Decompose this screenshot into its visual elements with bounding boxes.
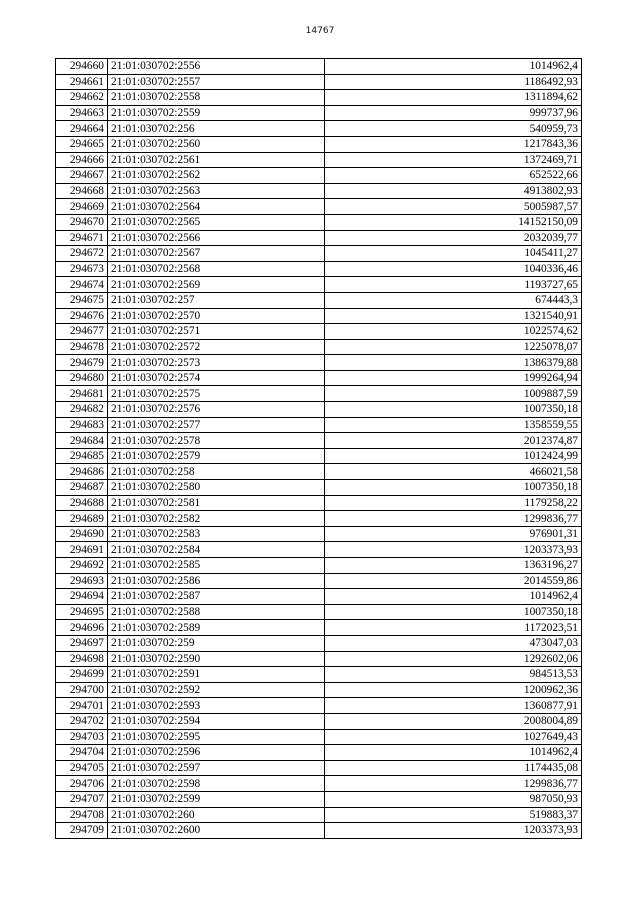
value-cell: 2032039,77 xyxy=(325,230,582,246)
cadastral-number-cell: 21:01:030702:2567 xyxy=(108,246,325,262)
value-cell: 1014962,4 xyxy=(325,589,582,605)
cadastral-number-cell: 21:01:030702:2571 xyxy=(108,324,325,340)
value-cell: 1386379,88 xyxy=(325,355,582,371)
row-id-cell: 294704 xyxy=(56,745,108,761)
value-cell: 1174435,08 xyxy=(325,760,582,776)
row-id-cell: 294666 xyxy=(56,152,108,168)
cadastral-number-cell: 21:01:030702:2558 xyxy=(108,90,325,106)
cadastral-number-cell: 21:01:030702:2557 xyxy=(108,74,325,90)
cadastral-number-cell: 21:01:030702:2572 xyxy=(108,339,325,355)
value-cell: 1292602,06 xyxy=(325,651,582,667)
table-row xyxy=(56,183,582,199)
table-row xyxy=(56,807,582,823)
table-row xyxy=(56,776,582,792)
cadastral-number-cell: 21:01:030702:2581 xyxy=(108,495,325,511)
table-row xyxy=(56,136,582,152)
row-id-cell: 294688 xyxy=(56,495,108,511)
value-cell: 1363196,27 xyxy=(325,558,582,574)
row-id-cell: 294699 xyxy=(56,667,108,683)
value-cell: 1299836,77 xyxy=(325,511,582,527)
value-cell: 1012424,99 xyxy=(325,448,582,464)
row-id-cell: 294706 xyxy=(56,776,108,792)
value-cell: 540959,73 xyxy=(325,121,582,137)
table-row xyxy=(56,745,582,761)
row-id-cell: 294703 xyxy=(56,729,108,745)
row-id-cell: 294701 xyxy=(56,698,108,714)
row-id-cell: 294687 xyxy=(56,480,108,496)
row-id-cell: 294708 xyxy=(56,807,108,823)
table-row xyxy=(56,651,582,667)
value-cell: 519883,37 xyxy=(325,807,582,823)
cadastral-number-cell: 21:01:030702:2575 xyxy=(108,386,325,402)
table-row xyxy=(56,386,582,402)
cadastral-number-cell: 21:01:030702:2578 xyxy=(108,433,325,449)
cadastral-number-cell: 21:01:030702:256 xyxy=(108,121,325,137)
row-id-cell: 294663 xyxy=(56,105,108,121)
value-cell: 1203373,93 xyxy=(325,542,582,558)
cadastral-number-cell: 21:01:030702:259 xyxy=(108,635,325,651)
row-id-cell: 294676 xyxy=(56,308,108,324)
row-id-cell: 294696 xyxy=(56,620,108,636)
table-row xyxy=(56,558,582,574)
value-cell: 5005987,57 xyxy=(325,199,582,215)
table-row xyxy=(56,511,582,527)
value-cell: 1007350,18 xyxy=(325,480,582,496)
cadastral-number-cell: 21:01:030702:260 xyxy=(108,807,325,823)
table-row xyxy=(56,698,582,714)
cadastral-number-cell: 21:01:030702:2570 xyxy=(108,308,325,324)
row-id-cell: 294672 xyxy=(56,246,108,262)
value-cell: 4913802,93 xyxy=(325,183,582,199)
row-id-cell: 294678 xyxy=(56,339,108,355)
value-cell: 1009887,59 xyxy=(325,386,582,402)
value-cell: 1360877,91 xyxy=(325,698,582,714)
row-id-cell: 294689 xyxy=(56,511,108,527)
row-id-cell: 294692 xyxy=(56,558,108,574)
value-cell: 987050,93 xyxy=(325,791,582,807)
table-row xyxy=(56,823,582,839)
table-body xyxy=(56,59,582,839)
value-cell: 1040336,46 xyxy=(325,261,582,277)
table-row xyxy=(56,261,582,277)
table-row xyxy=(56,495,582,511)
row-id-cell: 294690 xyxy=(56,526,108,542)
table-row xyxy=(56,635,582,651)
table-row xyxy=(56,620,582,636)
row-id-cell: 294686 xyxy=(56,464,108,480)
table-row xyxy=(56,199,582,215)
cadastral-number-cell: 21:01:030702:2591 xyxy=(108,667,325,683)
row-id-cell: 294680 xyxy=(56,370,108,386)
row-id-cell: 294697 xyxy=(56,635,108,651)
cadastral-number-cell: 21:01:030702:2560 xyxy=(108,136,325,152)
data-table xyxy=(55,58,582,839)
cadastral-number-cell: 21:01:030702:2596 xyxy=(108,745,325,761)
value-cell: 1045411,27 xyxy=(325,246,582,262)
row-id-cell: 294660 xyxy=(56,59,108,75)
value-cell: 1358559,55 xyxy=(325,417,582,433)
value-cell: 1217843,36 xyxy=(325,136,582,152)
table-row xyxy=(56,417,582,433)
cadastral-number-cell: 21:01:030702:2588 xyxy=(108,604,325,620)
table-row xyxy=(56,105,582,121)
cadastral-number-cell: 21:01:030702:258 xyxy=(108,464,325,480)
value-cell: 1321540,91 xyxy=(325,308,582,324)
row-id-cell: 294664 xyxy=(56,121,108,137)
cadastral-number-cell: 21:01:030702:2593 xyxy=(108,698,325,714)
cadastral-number-cell: 21:01:030702:2576 xyxy=(108,402,325,418)
cadastral-number-cell: 21:01:030702:2585 xyxy=(108,558,325,574)
table-row xyxy=(56,246,582,262)
table-row xyxy=(56,90,582,106)
cadastral-number-cell: 21:01:030702:2566 xyxy=(108,230,325,246)
value-cell: 1225078,07 xyxy=(325,339,582,355)
table-row xyxy=(56,729,582,745)
row-id-cell: 294667 xyxy=(56,168,108,184)
value-cell: 473047,03 xyxy=(325,635,582,651)
value-cell: 652522,66 xyxy=(325,168,582,184)
row-id-cell: 294685 xyxy=(56,448,108,464)
table-row xyxy=(56,168,582,184)
table-row xyxy=(56,448,582,464)
cadastral-number-cell: 21:01:030702:2584 xyxy=(108,542,325,558)
table-row xyxy=(56,791,582,807)
page-number: 14767 xyxy=(305,26,335,36)
row-id-cell: 294700 xyxy=(56,682,108,698)
row-id-cell: 294665 xyxy=(56,136,108,152)
cadastral-number-cell: 21:01:030702:2595 xyxy=(108,729,325,745)
row-id-cell: 294693 xyxy=(56,573,108,589)
row-id-cell: 294695 xyxy=(56,604,108,620)
row-id-cell: 294675 xyxy=(56,292,108,308)
value-cell: 2008004,89 xyxy=(325,713,582,729)
row-id-cell: 294707 xyxy=(56,791,108,807)
table-row xyxy=(56,760,582,776)
row-id-cell: 294709 xyxy=(56,823,108,839)
table-row xyxy=(56,433,582,449)
cadastral-number-cell: 21:01:030702:2594 xyxy=(108,713,325,729)
cadastral-number-cell: 21:01:030702:2583 xyxy=(108,526,325,542)
row-id-cell: 294705 xyxy=(56,760,108,776)
table-row xyxy=(56,74,582,90)
cadastral-number-cell: 21:01:030702:2574 xyxy=(108,370,325,386)
value-cell: 1193727,65 xyxy=(325,277,582,293)
value-cell: 14152150,09 xyxy=(325,214,582,230)
table-row xyxy=(56,464,582,480)
value-cell: 1372469,71 xyxy=(325,152,582,168)
value-cell: 1999264,94 xyxy=(325,370,582,386)
value-cell: 1027649,43 xyxy=(325,729,582,745)
cadastral-number-cell: 21:01:030702:2600 xyxy=(108,823,325,839)
cadastral-number-cell: 21:01:030702:2565 xyxy=(108,214,325,230)
table-row xyxy=(56,604,582,620)
row-id-cell: 294673 xyxy=(56,261,108,277)
value-cell: 2014559,86 xyxy=(325,573,582,589)
table-row xyxy=(56,370,582,386)
cadastral-number-cell: 21:01:030702:2577 xyxy=(108,417,325,433)
cadastral-number-cell: 21:01:030702:2590 xyxy=(108,651,325,667)
table-row xyxy=(56,355,582,371)
value-cell: 1179258,22 xyxy=(325,495,582,511)
table-row xyxy=(56,573,582,589)
row-id-cell: 294691 xyxy=(56,542,108,558)
cadastral-number-cell: 21:01:030702:2582 xyxy=(108,511,325,527)
cadastral-number-cell: 21:01:030702:2580 xyxy=(108,480,325,496)
cadastral-number-cell: 21:01:030702:2587 xyxy=(108,589,325,605)
value-cell: 674443,3 xyxy=(325,292,582,308)
table-row xyxy=(56,526,582,542)
row-id-cell: 294669 xyxy=(56,199,108,215)
value-cell: 1172023,51 xyxy=(325,620,582,636)
cadastral-number-cell: 21:01:030702:2599 xyxy=(108,791,325,807)
row-id-cell: 294698 xyxy=(56,651,108,667)
cadastral-number-cell: 21:01:030702:2561 xyxy=(108,152,325,168)
value-cell: 976901,31 xyxy=(325,526,582,542)
table-row xyxy=(56,324,582,340)
table-row xyxy=(56,277,582,293)
table-row xyxy=(56,667,582,683)
table-row xyxy=(56,402,582,418)
cadastral-number-cell: 21:01:030702:2589 xyxy=(108,620,325,636)
cadastral-number-cell: 21:01:030702:2597 xyxy=(108,760,325,776)
value-cell: 1203373,93 xyxy=(325,823,582,839)
row-id-cell: 294671 xyxy=(56,230,108,246)
cadastral-number-cell: 21:01:030702:2559 xyxy=(108,105,325,121)
value-cell: 1014962,4 xyxy=(325,745,582,761)
value-cell: 1200962,36 xyxy=(325,682,582,698)
row-id-cell: 294677 xyxy=(56,324,108,340)
table-row xyxy=(56,339,582,355)
row-id-cell: 294668 xyxy=(56,183,108,199)
value-cell: 466021,58 xyxy=(325,464,582,480)
row-id-cell: 294681 xyxy=(56,386,108,402)
row-id-cell: 294661 xyxy=(56,74,108,90)
cadastral-number-cell: 21:01:030702:2563 xyxy=(108,183,325,199)
row-id-cell: 294662 xyxy=(56,90,108,106)
value-cell: 1022574,62 xyxy=(325,324,582,340)
cadastral-number-cell: 21:01:030702:2569 xyxy=(108,277,325,293)
value-cell: 1299836,77 xyxy=(325,776,582,792)
table-row xyxy=(56,121,582,137)
table-row xyxy=(56,214,582,230)
row-id-cell: 294694 xyxy=(56,589,108,605)
value-cell: 1014962,4 xyxy=(325,59,582,75)
value-cell: 2012374,87 xyxy=(325,433,582,449)
value-cell: 1007350,18 xyxy=(325,402,582,418)
row-id-cell: 294679 xyxy=(56,355,108,371)
value-cell: 1007350,18 xyxy=(325,604,582,620)
table-row xyxy=(56,682,582,698)
row-id-cell: 294684 xyxy=(56,433,108,449)
row-id-cell: 294670 xyxy=(56,214,108,230)
cadastral-number-cell: 21:01:030702:2579 xyxy=(108,448,325,464)
table-row xyxy=(56,59,582,75)
table-row xyxy=(56,589,582,605)
row-id-cell: 294682 xyxy=(56,402,108,418)
table-row xyxy=(56,542,582,558)
table-row xyxy=(56,308,582,324)
value-cell: 984513,53 xyxy=(325,667,582,683)
table-row xyxy=(56,152,582,168)
cadastral-number-cell: 21:01:030702:2562 xyxy=(108,168,325,184)
cadastral-number-cell: 21:01:030702:2586 xyxy=(108,573,325,589)
row-id-cell: 294702 xyxy=(56,713,108,729)
cadastral-number-cell: 21:01:030702:2598 xyxy=(108,776,325,792)
value-cell: 1186492,93 xyxy=(325,74,582,90)
cadastral-number-cell: 21:01:030702:2573 xyxy=(108,355,325,371)
cadastral-number-cell: 21:01:030702:2564 xyxy=(108,199,325,215)
value-cell: 1311894,62 xyxy=(325,90,582,106)
table-row xyxy=(56,713,582,729)
value-cell: 999737,96 xyxy=(325,105,582,121)
cadastral-number-cell: 21:01:030702:2568 xyxy=(108,261,325,277)
cadastral-number-cell: 21:01:030702:2556 xyxy=(108,59,325,75)
row-id-cell: 294683 xyxy=(56,417,108,433)
cadastral-number-cell: 21:01:030702:257 xyxy=(108,292,325,308)
row-id-cell: 294674 xyxy=(56,277,108,293)
table-row xyxy=(56,480,582,496)
cadastral-number-cell: 21:01:030702:2592 xyxy=(108,682,325,698)
table-row xyxy=(56,230,582,246)
table-row xyxy=(56,292,582,308)
